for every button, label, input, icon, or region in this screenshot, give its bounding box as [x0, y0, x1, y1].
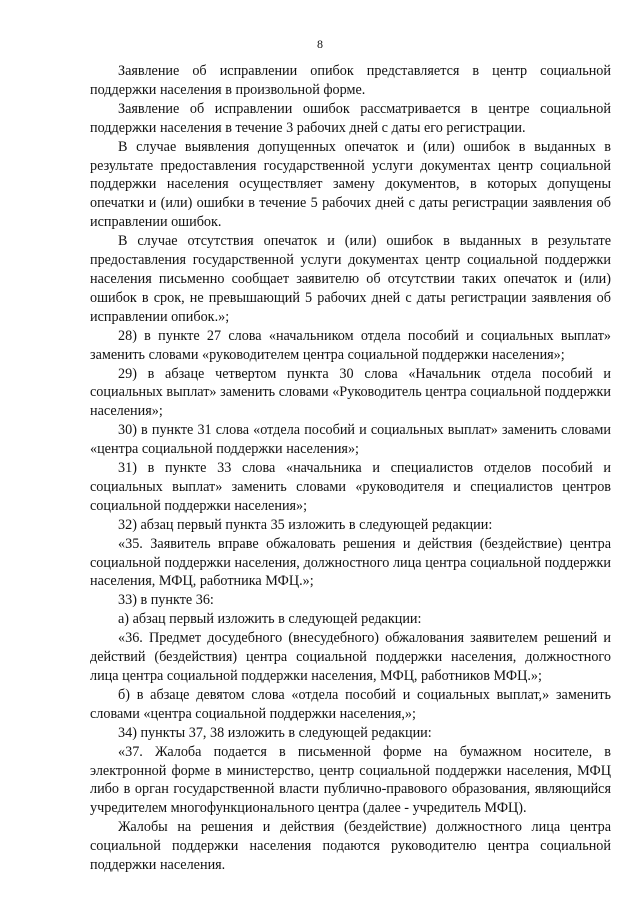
subitem-a: а) абзац первый изложить в следующей редакции:: [118, 611, 422, 628]
paragraph-4: В случае отсутствия опечаток и (или) ошибок в выданных в результате предоставления государственной услуги документах центр социальной поддержки населения письменно сообщает заявителю об отсутствии таких опечаток и (или) ошибок в срок, не превышающий 5 рабочих дней с даты регистрации заявления об исправлении опибок.»;: [90, 233, 611, 325]
item-34: 34) пункты 37, 38 изложить в следующей редакции:: [118, 724, 432, 741]
quote-35: «35. Заявитель вправе обжаловать решения и действия (бездействие) центра социальной поддержки населения, должностного лица центра социальной поддержки населения, МФЦ, работника МФЦ.»;: [90, 535, 611, 590]
item-32: 32) абзац первый пункта 35 изложить в следующей редакции:: [118, 516, 493, 533]
item-33: 33) в пункте 36:: [118, 592, 214, 609]
item-28: 28) в пункте 27 слова «начальником отдела пособий и социальных выплат» заменить словами «руководителем центра социальной поддержки населения»;: [90, 327, 611, 363]
subitem-b: б) в абзаце девятом слова «отдела пособий и социальных выплат,» заменить словами «центра социальной поддержки населения,»;: [90, 686, 611, 722]
paragraph-1: Заявление об исправлении опибок представляется в центр социальной поддержки населения в произвольной форме.: [90, 63, 611, 98]
paragraph-2: Заявление об исправлении ошибок рассматривается в центре социальной поддержки населения в течение 3 рабочих дней с даты его регистрации.: [90, 100, 611, 136]
item-29: 29) в абзаце четвертом пункта 30 слова «Начальник отдела пособий и социальных выплат» заменить словами «Руководитель центра социальной поддержки населения»;: [90, 365, 611, 420]
paragraph-complaints: Жалобы на решения и действия (бездействие) должностного лица центра социальной поддержки населения подаются руководителю центра социальной поддержки населения.: [90, 819, 611, 874]
paragraph-3: В случае выявления допущенных опечаток и (или) ошибок в выданных в результате предоставления государственной услуги документах центр социальной поддержки населения осуществляет замену документов, в которых допущены опечатки и (или) ошибки в течение 5 рабочих дней с даты регистрации заявления об исправлении ошибок.: [90, 138, 611, 231]
quote-36: «36. Предмет досудебного (внесудебного) обжалования заявителем решений и действий (бездействия) центра социальной поддержки населения, должностного лица центра социальной поддержки населения, МФЦ, работников МФЦ.»;: [90, 630, 611, 684]
item-31: 31) в пункте 33 слова «начальника и специалистов отделов пособий и социальных выплат» заменить словами «руководителя и специалистов центров социальной поддержки населения»;: [90, 460, 611, 514]
document-body: [90, 62, 611, 875]
page-number: 8: [317, 37, 323, 51]
item-30: 30) в пункте 31 слова «отдела пособий и социальных выплат» заменить словами «центра социальной поддержки населения»;: [90, 422, 611, 458]
quote-37: «37. Жалоба подается в письменной форме на бумажном носителе, в электронной форме в министерство, центр социальной поддержки населения, МФЦ либо в орган государственной власти публично-правового образования, являющийся учредителем многофункционального центра (далее - учредитель МФЦ).: [90, 743, 611, 817]
